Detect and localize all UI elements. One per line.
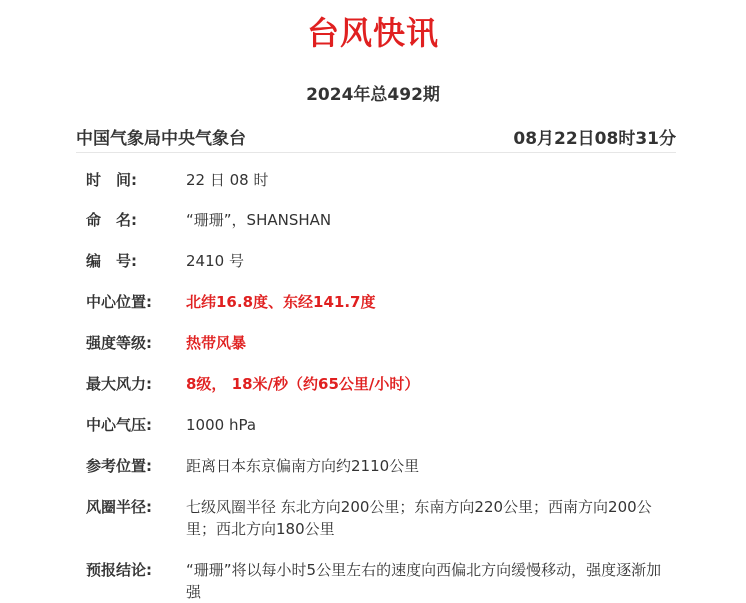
field-center-pressure-label: 中心气压: [86,416,152,434]
field-number-value: 2410 号 [186,252,244,270]
bulletin-header-row [76,124,676,153]
issue-datetime: 08月22日08时31分 [513,129,676,149]
field-time-value: 22 日 08 时 [186,171,269,189]
field-name-value: “珊珊”，SHANSHAN [186,211,332,229]
field-intensity-label: 强度等级: [86,334,152,352]
field-forecast-value: “珊珊”将以每小时5公里左右的速度向西偏北方向缓慢移动，强度逐渐加强 [186,561,662,601]
issuing-agency: 中国气象局中央气象台 [76,129,246,149]
bulletin-title: 台风快讯 [306,14,439,52]
field-reference-position-label: 参考位置: [86,457,152,475]
field-number-label: 编 号: [86,252,137,270]
field-reference-position-value: 距离日本东京偏南方向约2110公里 [186,457,420,475]
field-max-wind-value: 8级， 18米/秒（约65公里/小时） [186,375,420,393]
field-wind-radius-value: 七级风圈半径 东北方向200公里；东南方向220公里；西南方向200公里；西北方向180公里 [186,498,652,538]
field-center-position-value: 北纬16.8度、东经141.7度 [186,293,376,311]
field-intensity-value: 热带风暴 [186,334,247,352]
field-time-label: 时 间: [86,171,137,189]
issue-number: 2024年总492期 [306,85,440,105]
field-wind-radius-label: 风圈半径: [86,498,152,516]
field-center-position-label: 中心位置: [86,293,152,311]
field-max-wind-label: 最大风力: [86,375,152,393]
field-name-label: 命 名: [86,211,137,229]
field-center-pressure-value: 1000 hPa [186,416,257,434]
field-forecast-label: 预报结论: [86,561,152,579]
